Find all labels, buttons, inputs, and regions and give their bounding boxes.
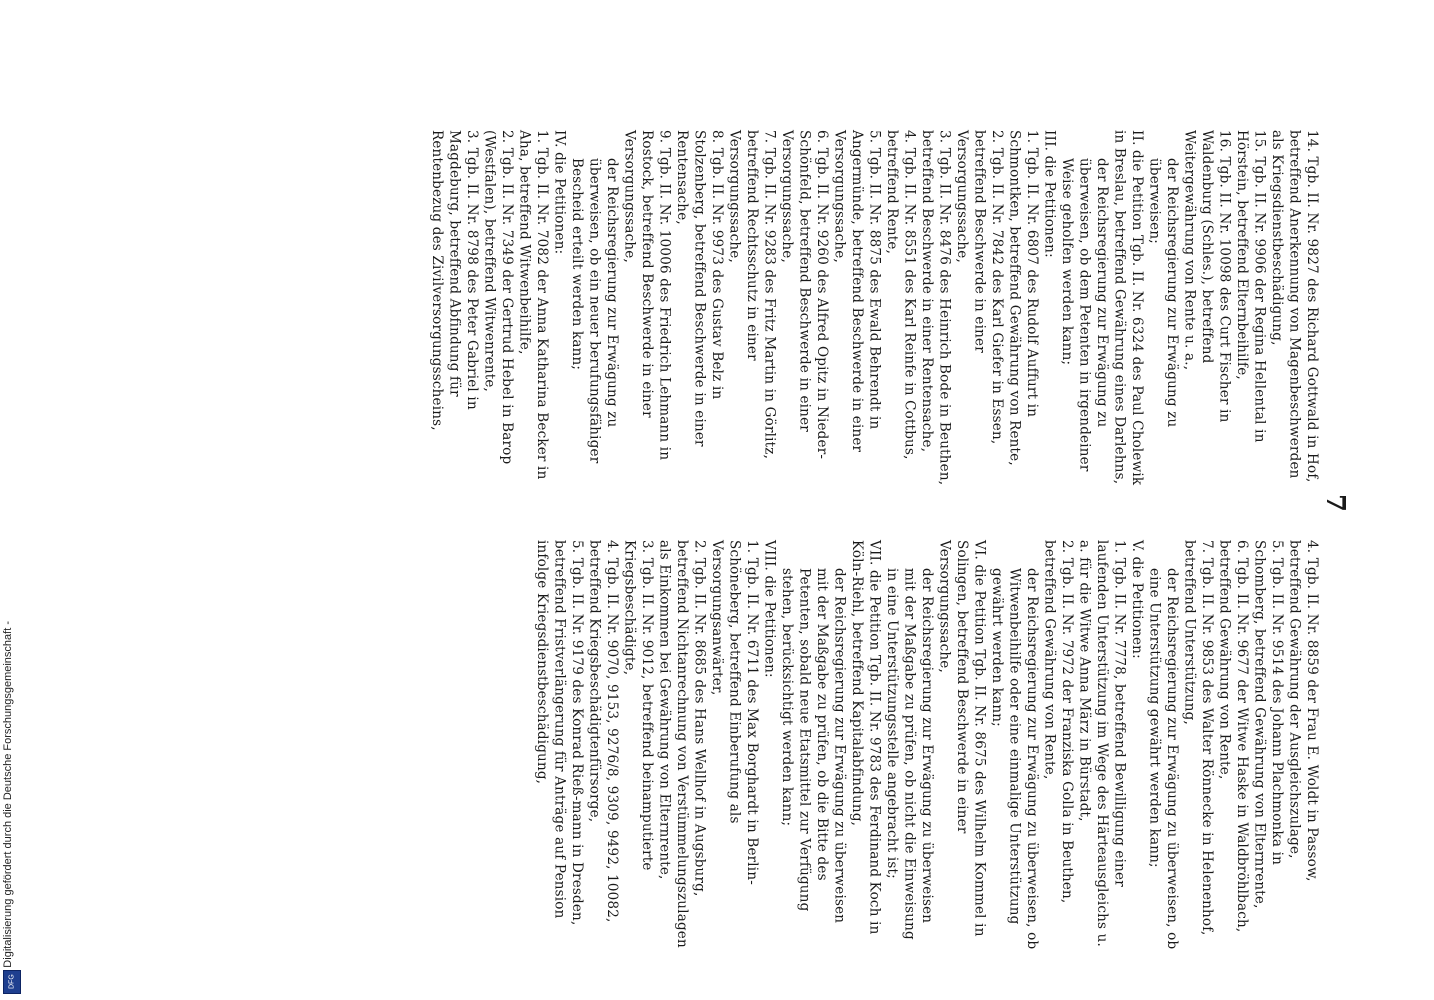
- resolution-text: der Reichsregierung zur Erwägung zu überweisen mit der Maßgabe zu prüfen, ob nicht die Einweisung in eine Unterstützungsstelle angebracht ist;: [884, 568, 935, 940]
- list-item: 4. Tgb. II. Nr. 8551 des Karl Reinfe in Cottbus, betreffend Rente,: [884, 130, 918, 460]
- list-item: 2. Tgb. II. Nr. 7842 des Karl Giefer in Essen, betreffend Beschwerde in einer Versorgungssache,: [954, 130, 1005, 445]
- list-item: 2. Tgb. II. Nr. 7349 der Gertrud Hebel in Barop (Westfalen), betreffend Witwenrente,: [481, 130, 515, 465]
- text-column-upper: [429, 130, 1320, 490]
- list-item: 2. Tgb. II. Nr. 7972 der Franziska Golla in Beuthen, betreffend Gewährung von Rente,: [1041, 540, 1075, 904]
- list-item: 14. Tgb. II. Nr. 9827 des Richard Gottwald in Hof, betreffend Anerkennung von Magenbeschwerden als Kriegsdienstbeschädigung,: [1269, 130, 1320, 483]
- section-heading: VII. die Petition Tgb. II. Nr. 9783 des Ferdinand Koch in Köln-Riehl, betreffend Kapitalabfindung,: [849, 540, 883, 935]
- dfg-logo-icon: DFG: [3, 970, 21, 994]
- list-item: 8. Tgb. II. Nr. 9973 des Gustav Belz in Stolzenberg, betreffend Beschwerde in einer Rentensache,: [674, 130, 725, 447]
- section-heading: VIII. die Petitionen:: [761, 540, 778, 678]
- list-item: 4. Tgb. II. Nr. 8859 der Frau E. Woldt in Passow, betreffend Gewährung der Ausgleichszulage,: [1286, 540, 1320, 882]
- resolution-text: der Reichsregierung zur Erwägung zu überweisen, ob Witwenbeihilfe oder eine einmalige Unterstützung gewährt werden kann;: [989, 568, 1040, 950]
- list-item: 6. Tgb. II. Nr. 9260 des Alfred Opitz in Nieder-Schönfeld, betreffend Beschwerde in einer Versorgungssache,: [779, 130, 830, 460]
- section-heading: II. die Petition Tgb. II. Nr. 6324 des Paul Cholewik in Breslau, betreffend Gewährung eines Darlehns,: [1111, 130, 1145, 486]
- resolution-text: der Reichsregierung zur Erwägung zu überweisen, ob dem Petenten in irgendeiner Weise geholfen werden kann;: [1059, 158, 1110, 472]
- list-item: 5. Tgb. II. Nr. 9514 des Johann Plachmonka in Schomberg, betreffend Gewährung von Elternrente,: [1251, 540, 1285, 909]
- text-column-lower: [160, 540, 1320, 950]
- list-item: 3. Tgb. II. Nr. 9012, betreffend beinamputierte Kriegsbeschädigte,: [621, 540, 655, 871]
- section-heading: IV. die Petitionen:: [551, 130, 568, 255]
- list-item: 2. Tgb. II. Nr. 8685 des Hans Wellhof in Augsburg, betreffend Nichtanrechnung von Verstümmelungszulagen als Einkommen bei Gewährung von Elternrente,: [656, 540, 708, 948]
- list-item: 1. Tgb. II. Nr. 6807 des Rudolf Auffurt in Schmontken, betreffend Gewährung von Rente,: [1006, 130, 1040, 466]
- list-item: 6. Tgb. II. Nr. 9677 der Witwe Haske in Waldbröhlbach, betreffend Gewährung von Rente,: [1216, 540, 1250, 933]
- list-item: 5. Tgb. II. Nr. 8875 des Ewald Behrendt in Angermünde, betreffend Beschwerde in einer Versorgungssache,: [831, 130, 883, 453]
- list-item: 16. Tgb. II. Nr. 10098 des Curt Fischer in Waldenburg (Schles.), betreffend Weitergewährung von Rente u. a.,: [1181, 130, 1233, 423]
- list-item: 9. Tgb. II. Nr. 10006 des Friedrich Lehmann in Rostock, betreffend Beschwerde in einer Versorgungssache,: [621, 130, 673, 461]
- section-heading: III. die Petitionen:: [1041, 130, 1058, 258]
- resolution-text: der Reichsregierung zur Erwägung zu überweisen mit der Maßgabe zu prüfen, ob die Bitte des Petenten, sobald neue Etatsmittel zur Verfügung stehen, berücksichtigt werden kann;: [779, 568, 848, 924]
- list-item: 7. Tgb. II. Nr. 9283 des Fritz Martin in Görlitz, betreffend Rechtsschutz in einer Versorgungssache,: [726, 130, 778, 460]
- list-item: 4. Tgb. II. Nr. 9070, 9153, 9276/8, 9309, 9492, 10082, betreffend Kriegsbeschädigtenfürsorge,: [586, 540, 620, 923]
- digitization-footer: [0, 0, 24, 1000]
- list-item: 7. Tgb. II. Nr. 9853 des Walter Rönnecke in Helenenhof, betreffend Unterstützung,: [1181, 540, 1215, 936]
- resolution-text: der Reichsregierung zur Erwägung zu überweisen;: [1146, 158, 1180, 428]
- list-item: 1. Tgb. II. Nr. 7082 der Anna Katharina Becker in Aha, betreffend Witwenbeihilfe,: [516, 130, 550, 480]
- resolution-text: der Reichsregierung zur Erwägung zu überweisen, ob eine Unterstützung gewährt werden kann;: [1146, 568, 1180, 950]
- document-page: [160, 130, 1320, 1000]
- list-item: 1. Tgb. II. Nr. 6711 des Max Borghardt in Berlin-Schöneberg, betreffend Einberufung als Versorgungsanwärter,: [709, 540, 760, 885]
- section-heading: V. die Petitionen:: [1129, 540, 1145, 659]
- list-item: 15. Tgb. II. Nr. 9906 der Regina Hellental in Hörstein, betreffend Elternbeihilfe,: [1234, 130, 1268, 443]
- list-item: 3. Tgb. II. Nr. 8476 des Heinrich Bode in Beuthen, betreffend Beschwerde in einer Rentensache,: [919, 130, 953, 486]
- section-heading: VI. die Petition Tgb. II. Nr. 8675 des Wilhelm Kommel in Solingen, betreffend Beschwerde in einer Versorgungssache,: [936, 540, 988, 937]
- page-number: 7: [1320, 494, 1350, 513]
- resolution-text: der Reichsregierung zur Erwägung zu überweisen, ob ein neuer berufungsfähiger Bescheid erteilt werden kann;: [569, 158, 620, 464]
- dfg-credit-text: Digitalisierung gefördert durch die Deutsche Forschungsgemeinschaft -: [2, 621, 14, 968]
- list-item: 3. Tgb. II. Nr. 8798 des Peter Gabriel in Magdeburg, betreffend Abfindung für Rentenbezug des Zivilversorgungsscheins,: [429, 130, 480, 431]
- list-item: 5. Tgb. II. Nr. 9179 des Konrad Rieß-mann in Dresden, betreffend Fristverlängerung für Anträge auf Pension infolge Kriegsdienstbeschädigung,: [534, 540, 585, 926]
- list-item: 1. Tgb. II. Nr. 7778, betreffend Bewilligung einer laufenden Unterstützung im Wege des Härteausgleichs u. a. für die Witwe Anna März in Bürstadt,: [1076, 540, 1128, 948]
